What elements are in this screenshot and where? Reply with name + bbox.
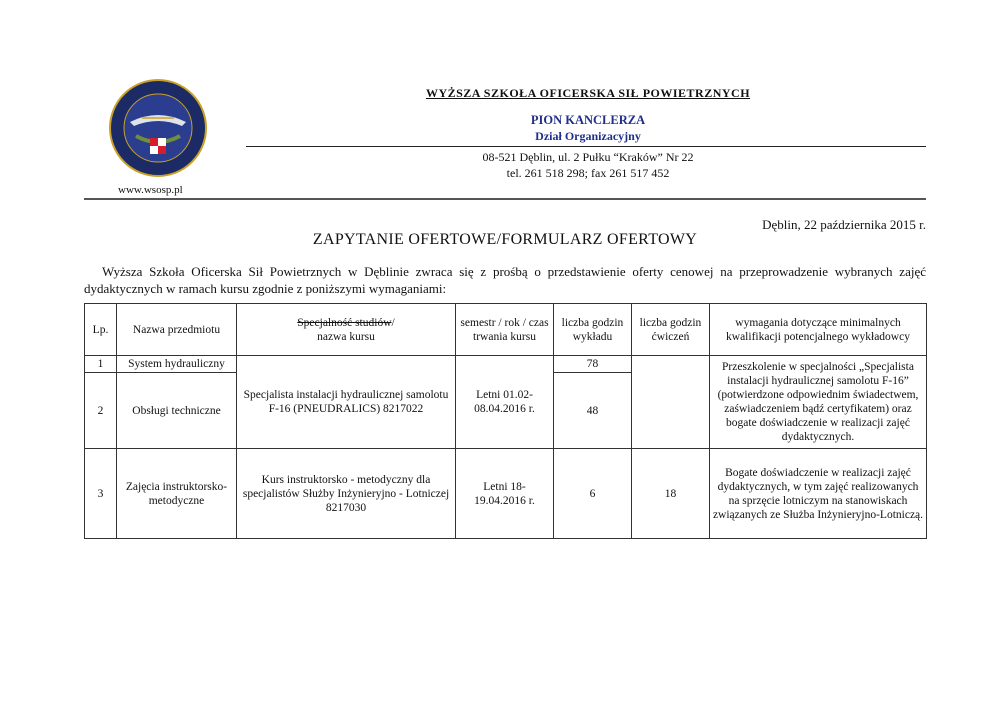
school-logo <box>108 78 208 178</box>
school-name: WYŻSZA SZKOŁA OFICERSKA SIŁ POWIETRZNYCH <box>425 86 751 100</box>
cell-lecture-hours: 6 <box>554 449 632 539</box>
cell-lp: 1 <box>85 356 117 373</box>
cell-lp: 2 <box>85 373 117 449</box>
cell-exercise-hours: 18 <box>632 449 710 539</box>
header-bottom-rule <box>84 198 926 200</box>
table-row <box>85 449 927 539</box>
cell-exercise-hours <box>632 356 710 449</box>
cell-course: Kurs instruktorsko - metodyczny dla specjalistów Służby Inżynieryjno - Lotniczej 8217030 <box>237 449 456 539</box>
cell-requirements: Przeszkolenie w specjalności „Specjalista instalacji hydraulicznej samolotu F-16” (potwierdzone odpowiednim świadectwem, zaświadczeniem bądź certyfikatem) oraz bogate doświadczenie w realizacji zajęć dydaktycznych. <box>710 356 927 449</box>
division-name: PION KANCLERZA <box>530 113 646 127</box>
cell-subject: Obsługi techniczne <box>117 373 237 449</box>
header-lecture-hours: liczba godzin wykładu <box>554 304 632 356</box>
header-semester: semestr / rok / czas trwania kursu <box>456 304 554 356</box>
cell-subject: Zajęcia instruktorsko-metodyczne <box>117 449 237 539</box>
document-title: ZAPYTANIE OFERTOWE/FORMULARZ OFERTOWY <box>312 231 698 248</box>
intro-paragraph: Wyższa Szkoła Oficerska Sił Powietrznych w Dęblinie zwraca się z prośbą o przedstawienie oferty cenowej na przeprowadzenie wybranych zajęć dydaktycznych w ramach kursu zgodnie z poniższymi wymaganiami: <box>84 264 926 296</box>
department-name: Dział Organizacyjny <box>535 129 641 143</box>
header-course-name: nazwa kursu <box>317 330 375 343</box>
cell-requirements: Bogate doświadczenie w realizacji zajęć dydaktycznych, w tym zajęć realizowanych na sprzęcie lotniczym na stanowiskach związanych ze Służba Inżynieryjno-Lotniczą. <box>710 449 927 539</box>
table-row <box>85 356 927 373</box>
cell-subject: System hydrauliczny <box>117 356 237 373</box>
address-text: 08-521 Dęblin, ul. 2 Pułku “Kraków” Nr 22 <box>482 150 694 164</box>
header-spec-struck: Specjalność studiów <box>297 316 392 329</box>
table-header-row <box>85 304 927 356</box>
website-text: www.wsosp.pl <box>118 184 183 196</box>
header-divider <box>246 146 926 147</box>
header-exercise-hours: liczba godzin ćwiczeń <box>632 304 710 356</box>
cell-semester: Letni 18-19.04.2016 r. <box>456 449 554 539</box>
cell-semester: Letni 01.02-08.04.2016 r. <box>456 356 554 449</box>
cell-lp: 3 <box>85 449 117 539</box>
header-lp: Lp. <box>85 304 117 356</box>
offer-table <box>84 303 927 539</box>
header-course <box>237 304 456 356</box>
cell-lecture-hours: 78 <box>554 356 632 373</box>
header-spec-slash: / <box>391 316 395 329</box>
place-date: Dęblin, 22 października 2015 r. <box>762 217 926 232</box>
phone-fax-text: tel. 261 518 298; fax 261 517 452 <box>506 166 670 180</box>
header-subject: Nazwa przedmiotu <box>117 304 237 356</box>
cell-lecture-hours: 48 <box>554 373 632 449</box>
cell-course: Specjalista instalacji hydraulicznej samolotu F-16 (PNEUDRALICS) 8217022 <box>237 356 456 449</box>
header-requirements: wymagania dotyczące minimalnych kwalifikacji potencjalnego wykładowcy <box>710 304 927 356</box>
